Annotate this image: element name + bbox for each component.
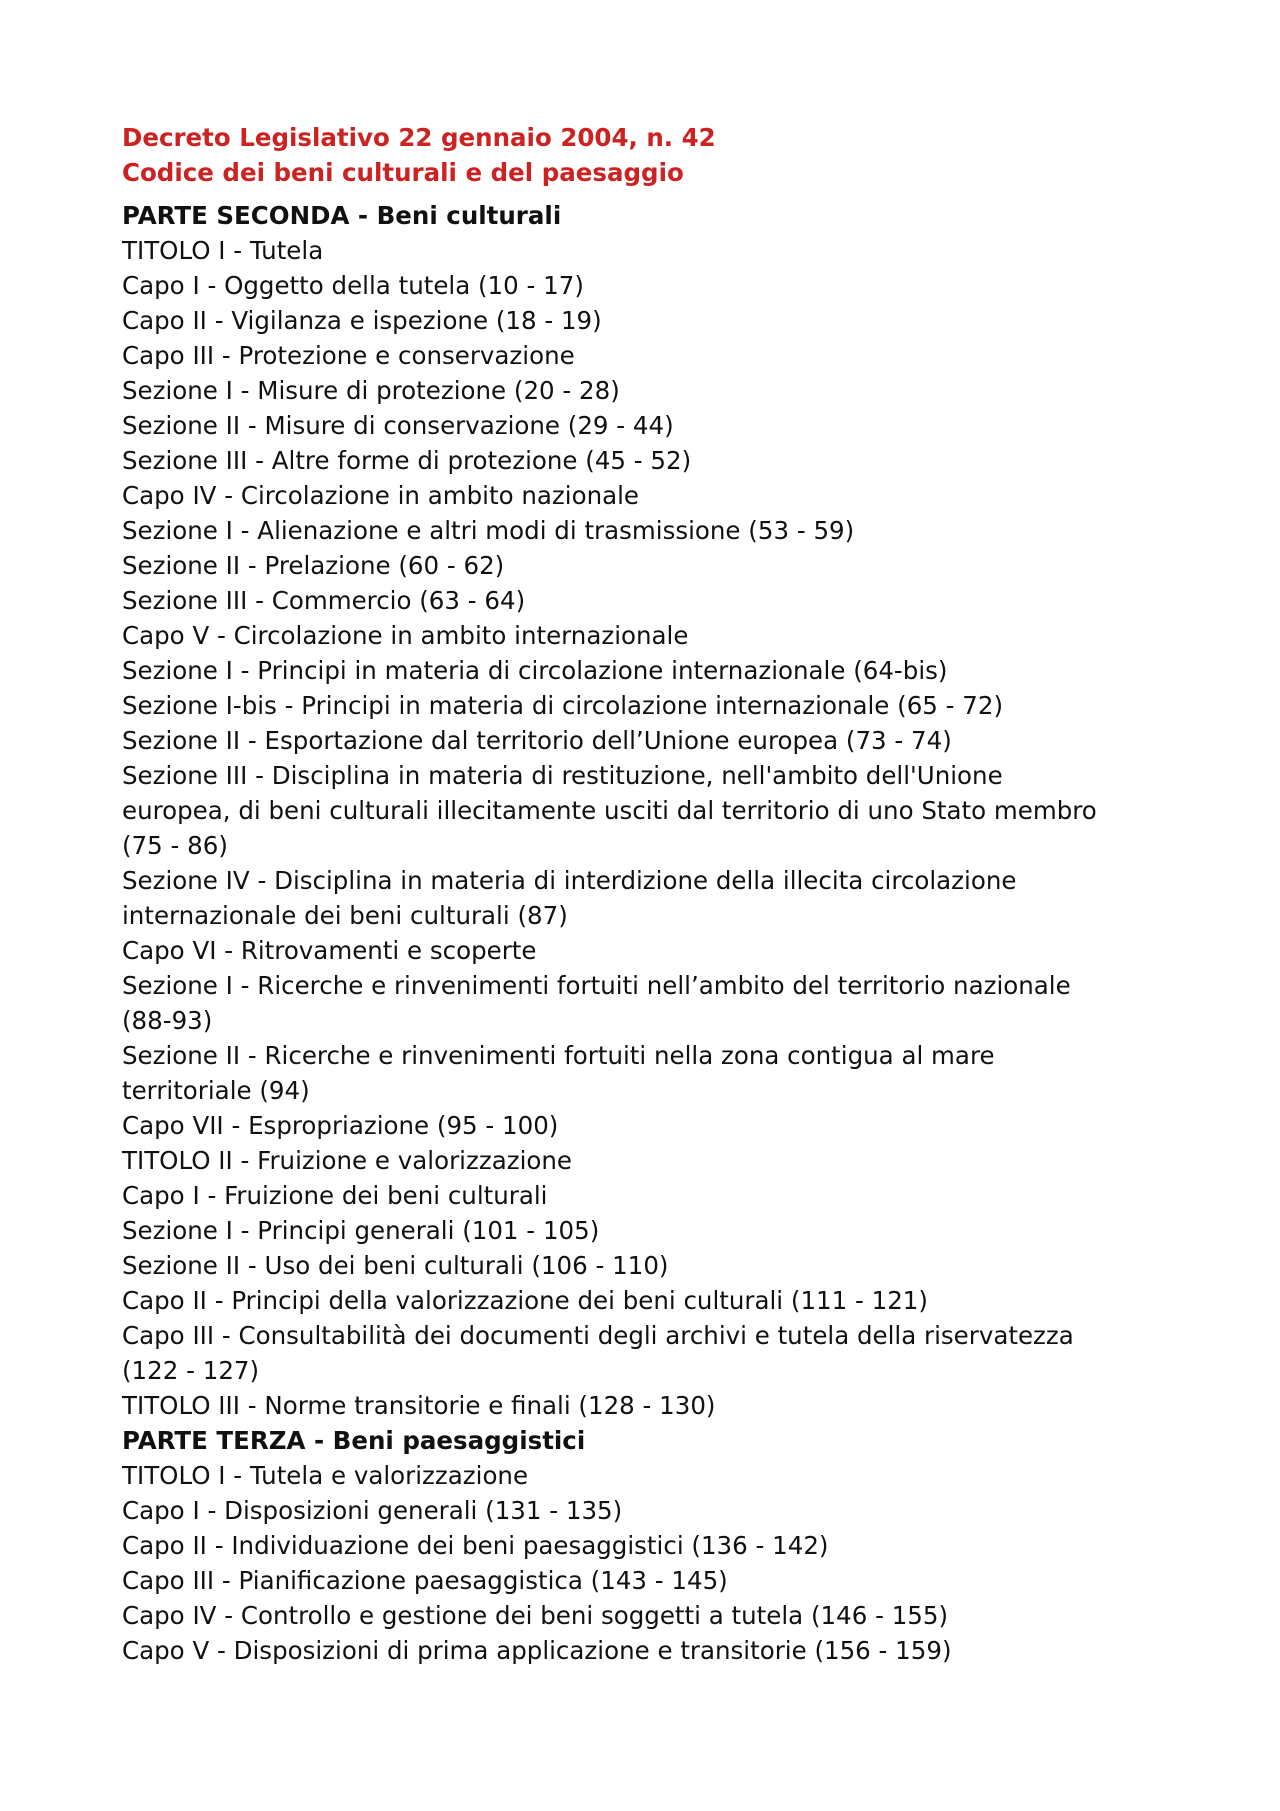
table-of-contents: [122, 198, 1182, 1668]
toc-line: Sezione II - Misure di conservazione (29 - 44): [122, 411, 674, 440]
toc-line: Capo VI - Ritrovamenti e scoperte: [122, 936, 537, 965]
toc-line: Capo II - Individuazione dei beni paesaggistici (136 - 142): [122, 1531, 829, 1560]
toc-line: Sezione I - Principi in materia di circolazione internazionale (64-bis): [122, 656, 948, 685]
document-subtitle-line: Codice dei beni culturali e del paesaggio: [122, 158, 684, 187]
toc-line: (122 - 127): [122, 1356, 260, 1385]
toc-line: europea, di beni culturali illecitamente usciti dal territorio di uno Stato membro: [122, 796, 1097, 825]
toc-line: TITOLO III - Norme transitorie e finali (128 - 130): [122, 1391, 716, 1420]
toc-line: TITOLO II - Fruizione e valorizzazione: [122, 1146, 572, 1175]
toc-line: Capo III - Pianificazione paesaggistica (143 - 145): [122, 1566, 728, 1595]
toc-line: Capo IV - Controllo e gestione dei beni soggetti a tutela (146 - 155): [122, 1601, 949, 1630]
toc-line: Sezione I-bis - Principi in materia di circolazione internazionale (65 - 72): [122, 691, 1004, 720]
toc-line: Capo I - Disposizioni generali (131 - 135): [122, 1496, 623, 1525]
toc-line: Sezione II - Esportazione dal territorio dell’Unione europea (73 - 74): [122, 726, 952, 755]
toc-line: Sezione III - Commercio (63 - 64): [122, 586, 526, 615]
toc-line: Capo III - Consultabilità dei documenti degli archivi e tutela della riservatezza: [122, 1321, 1074, 1350]
toc-line: Capo VII - Espropriazione (95 - 100): [122, 1111, 559, 1140]
toc-line: Sezione I - Principi generali (101 - 105): [122, 1216, 600, 1245]
document-title-line: Decreto Legislativo 22 gennaio 2004, n. 42: [122, 123, 716, 152]
toc-line: internazionale dei beni culturali (87): [122, 901, 568, 930]
toc-line: Capo IV - Circolazione in ambito nazionale: [122, 481, 639, 510]
toc-line: TITOLO I - Tutela e valorizzazione: [122, 1461, 529, 1490]
toc-line: Capo II - Principi della valorizzazione dei beni culturali (111 - 121): [122, 1286, 928, 1315]
toc-line: Sezione II - Uso dei beni culturali (106 - 110): [122, 1251, 669, 1280]
toc-line: Sezione III - Disciplina in materia di restituzione, nell'ambito dell'Unione: [122, 761, 1003, 790]
toc-line: Capo I - Fruizione dei beni culturali: [122, 1181, 548, 1210]
document-title: [122, 120, 1182, 190]
part-heading: PARTE SECONDA - Beni culturali: [122, 201, 562, 230]
toc-line: Sezione I - Ricerche e rinvenimenti fortuiti nell’ambito del territorio nazionale: [122, 971, 1071, 1000]
toc-line: Capo II - Vigilanza e ispezione (18 - 19): [122, 306, 602, 335]
toc-line: TITOLO I - Tutela: [122, 236, 324, 265]
toc-line: Capo V - Disposizioni di prima applicazione e transitorie (156 - 159): [122, 1636, 952, 1665]
toc-line: Sezione III - Altre forme di protezione (45 - 52): [122, 446, 692, 475]
toc-line: Sezione IV - Disciplina in materia di interdizione della illecita circolazione: [122, 866, 1017, 895]
toc-line: Sezione II - Prelazione (60 - 62): [122, 551, 505, 580]
toc-line: Sezione I - Alienazione e altri modi di trasmissione (53 - 59): [122, 516, 855, 545]
toc-line: (88-93): [122, 1006, 213, 1035]
toc-line: Sezione II - Ricerche e rinvenimenti fortuiti nella zona contigua al mare: [122, 1041, 995, 1070]
toc-line: Sezione I - Misure di protezione (20 - 28): [122, 376, 620, 405]
toc-line: (75 - 86): [122, 831, 228, 860]
part-heading: PARTE TERZA - Beni paesaggistici: [122, 1426, 586, 1455]
document-page: [122, 120, 1182, 1668]
toc-line: Capo III - Protezione e conservazione: [122, 341, 575, 370]
toc-line: Capo I - Oggetto della tutela (10 - 17): [122, 271, 584, 300]
toc-line: Capo V - Circolazione in ambito internazionale: [122, 621, 689, 650]
toc-line: territoriale (94): [122, 1076, 310, 1105]
